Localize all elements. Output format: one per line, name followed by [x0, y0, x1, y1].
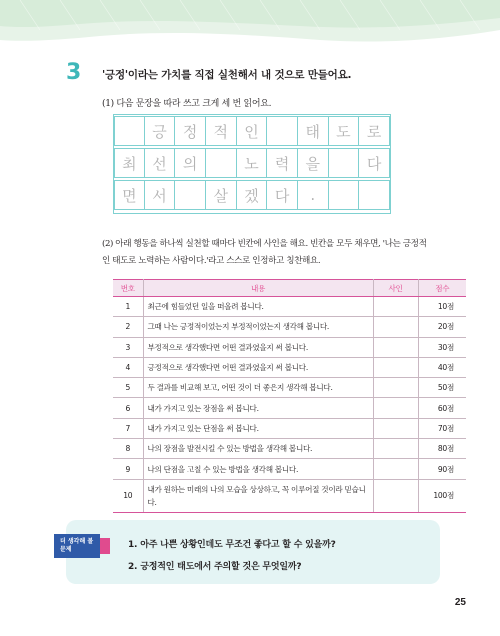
row-content: 최근에 힘들었던 일을 떠올려 봅니다.: [143, 297, 373, 317]
practice-checklist-table: [113, 279, 466, 513]
grid-cell: 긍: [145, 116, 176, 146]
row-content: 그때 나는 긍정적이었는지 부정적이었는지 생각해 봅니다.: [143, 317, 373, 337]
grid-cell: 면: [114, 180, 145, 210]
grid-cell: [206, 148, 237, 178]
tracing-grid: [113, 114, 391, 214]
grid-cell: [267, 116, 298, 146]
row-number: 7: [113, 418, 143, 438]
think-more-badge: [54, 534, 110, 558]
grid-cell: 적: [206, 116, 237, 146]
grid-cell: 살: [206, 180, 237, 210]
table-row: [113, 439, 466, 459]
row-content: 내가 원하는 미래의 나의 모습을 상상하고, 꼭 이루어질 것이라 믿습니다.: [143, 479, 373, 512]
grid-cell: 노: [237, 148, 268, 178]
row-score: 40점: [418, 357, 466, 377]
table-row: [113, 479, 466, 512]
row-score: 80점: [418, 439, 466, 459]
step-number: 3: [66, 60, 82, 85]
sign-cell[interactable]: [373, 459, 418, 479]
grid-cell: 로: [359, 116, 390, 146]
grid-cell: 최: [114, 148, 145, 178]
row-number: 8: [113, 439, 143, 459]
row-score: 70점: [418, 418, 466, 438]
sign-cell[interactable]: [373, 398, 418, 418]
grid-cell: 겠: [237, 180, 268, 210]
row-content: 나의 단점을 고칠 수 있는 방법을 생각해 봅니다.: [143, 459, 373, 479]
row-content: 내가 가지고 있는 장점을 써 봅니다.: [143, 398, 373, 418]
grid-cell: 다: [267, 180, 298, 210]
grid-cell: [329, 148, 360, 178]
row-number: 2: [113, 317, 143, 337]
row-number: 10: [113, 479, 143, 512]
row-score: 30점: [418, 337, 466, 357]
row-content: 두 결과를 비교해 보고, 어떤 것이 더 좋은지 생각해 봅니다.: [143, 378, 373, 398]
table-row: [113, 317, 466, 337]
question-1-text: (1) 다음 문장을 따라 쓰고 크게 세 번 읽어요.: [102, 99, 272, 109]
row-content: 내가 가지고 있는 단점을 써 봅니다.: [143, 418, 373, 438]
row-score: 90점: [418, 459, 466, 479]
row-number: 3: [113, 337, 143, 357]
column-header-sign: 사인: [373, 280, 418, 297]
grid-cell: 도: [329, 116, 360, 146]
row-number: 5: [113, 378, 143, 398]
page-number: 25: [454, 597, 466, 608]
row-number: 6: [113, 398, 143, 418]
row-number: 1: [113, 297, 143, 317]
question-2-text: (2) 아래 행동을 하나씩 실천할 때마다 빈칸에 사인을 해요. 빈칸을 모두 채우면, '나는 긍정적인 태도로 노력하는 사람이다.'라고 스스로 인정하고 칭찬해요.: [102, 239, 427, 266]
table-row: [113, 357, 466, 377]
tracing-grid-row: [114, 148, 390, 180]
think-more-box: [66, 520, 440, 584]
grid-cell: 력: [267, 148, 298, 178]
row-content: 나의 장점을 발전시킬 수 있는 방법을 생각해 봅니다.: [143, 439, 373, 459]
grid-cell: 정: [175, 116, 206, 146]
sign-cell[interactable]: [373, 418, 418, 438]
top-decoration: [0, 0, 500, 62]
table-row: [113, 418, 466, 438]
sign-cell[interactable]: [373, 479, 418, 512]
step-title: '긍정'이라는 가치를 직접 실천해서 내 것으로 만들어요.: [102, 69, 352, 81]
table-row: [113, 337, 466, 357]
row-content: 부정적으로 생각했다면 어떤 결과였을지 써 봅니다.: [143, 337, 373, 357]
badge-ribbon-tail: [100, 538, 110, 554]
grid-cell: [114, 116, 145, 146]
row-score: 10점: [418, 297, 466, 317]
sign-cell[interactable]: [373, 317, 418, 337]
grid-cell: 인: [237, 116, 268, 146]
grid-cell: 을: [298, 148, 329, 178]
grid-cell: 선: [145, 148, 176, 178]
grid-cell: 의: [175, 148, 206, 178]
column-header-number: 번호: [113, 280, 143, 297]
column-header-content: 내용: [143, 280, 373, 297]
row-score: 50점: [418, 378, 466, 398]
sign-cell[interactable]: [373, 439, 418, 459]
think-question-1: 1. 아주 나쁜 상황인데도 무조건 좋다고 할 수 있을까?: [128, 540, 336, 550]
grid-cell: [359, 180, 390, 210]
row-number: 9: [113, 459, 143, 479]
table-row: [113, 398, 466, 418]
grid-cell: 다: [359, 148, 390, 178]
grid-cell: [175, 180, 206, 210]
table-row: [113, 459, 466, 479]
row-score: 20점: [418, 317, 466, 337]
row-score: 100점: [418, 479, 466, 512]
sign-cell[interactable]: [373, 337, 418, 357]
column-header-score: 점수: [418, 280, 466, 297]
row-content: 긍정적으로 생각했다면 어떤 결과였을지 써 봅니다.: [143, 357, 373, 377]
grid-cell: 태: [298, 116, 329, 146]
table-row: [113, 297, 466, 317]
row-number: 4: [113, 357, 143, 377]
row-score: 60점: [418, 398, 466, 418]
sign-cell[interactable]: [373, 297, 418, 317]
table-row: [113, 378, 466, 398]
sign-cell[interactable]: [373, 378, 418, 398]
think-question-2: 2. 긍정적인 태도에서 주의할 것은 무엇일까?: [128, 562, 302, 572]
grid-cell: 서: [145, 180, 176, 210]
grid-cell: .: [298, 180, 329, 210]
tracing-grid-row: [114, 116, 390, 148]
sign-cell[interactable]: [373, 357, 418, 377]
grid-cell: [329, 180, 360, 210]
think-more-badge-label: 더 생각해 볼 문제: [54, 534, 100, 558]
tracing-grid-row: [114, 180, 390, 212]
